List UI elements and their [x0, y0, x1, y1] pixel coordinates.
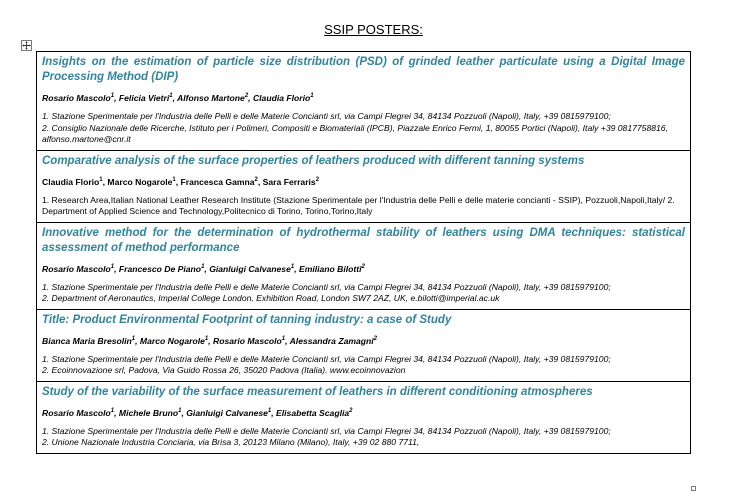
poster-affiliation: 2. Consiglio Nazionale delle Ricerche, Istituto per i Polimeri, Compositi e Biomateriali (IPCB), Piazzale Enrico Fermi, 1, 80055 Portici (Napoli), Italy +39 0817758816, alfonso.martone@cnr.it	[42, 122, 668, 144]
author-affiliation-mark: 1	[110, 93, 115, 100]
author-name: Gianluigi Calvanese	[209, 263, 291, 274]
author-affiliation-mark: 1	[110, 407, 115, 414]
poster-affiliation: 1. Stazione Sperimentale per l'Industria delle Pelli e delle Materie Concianti srl, via Campi Flegrei 34, 84134 Pozzuoli (Napoli), Italy, +39 0815979100;	[42, 425, 611, 436]
table-move-handle-icon[interactable]	[21, 40, 32, 51]
author-affiliation-mark: 1	[131, 335, 136, 342]
author-name: Francesco De Piano	[118, 263, 202, 274]
poster-affiliation: 1. Stazione Sperimentale per l'Industria delle Pelli e delle Materie Concianti srl, via Campi Flegrei 34, 84134 Pozzuoli (Napoli), Italy, +39 0815979100;	[42, 353, 611, 364]
author-name: Marco Nogarole	[139, 335, 205, 346]
poster-row	[37, 309, 691, 381]
author-affiliation-mark: 2	[254, 176, 258, 183]
poster-title: Study of the variability of the surface measurement of leathers in different conditioning atmospheres	[42, 385, 593, 398]
poster-authors: Claudia Florio$^1$, Marco Nogarole$^1$, Francesca Gamna$^2$, Sara Ferraris$^2$	[42, 176, 320, 187]
author-affiliation-mark: 1	[290, 263, 295, 270]
poster-row	[37, 381, 691, 453]
author-name: Michele Bruno	[118, 407, 179, 418]
author-affiliation-mark: 1	[267, 407, 272, 414]
author-affiliation-mark: 1	[201, 263, 205, 270]
author-name: Rosario Mascolo	[213, 335, 282, 346]
author-affiliation-mark: 2	[373, 335, 377, 342]
author-name: Gianluigi Calvanese	[186, 407, 268, 418]
author-name: Emiliano Bilotti	[298, 263, 362, 274]
poster-affiliation: 2. Unione Nazionale Industria Conciaria, via Brisa 3, 20123 Milano (Milano), Italy, +39 02 880 7711,	[42, 437, 420, 447]
author-affiliation-mark: 1	[281, 335, 286, 342]
poster-row	[37, 150, 691, 222]
poster-affiliation: 1. Stazione Sperimentale per l'Industria delle Pelli e delle Materie Concianti srl, via Campi Flegrei 34, 84134 Pozzuoli (Napoli), Italy, +39 0815979100;	[42, 111, 611, 121]
poster-affiliation: 1. Stazione Sperimentale per l'Industria delle Pelli e delle Materie Concianti srl, via Campi Flegrei 34, 84134 Pozzuoli (Napoli), Italy, +39 0815979100;	[42, 281, 611, 292]
poster-authors: Rosario Mascolo$^1$, Francesco De Piano$^1$, Gianluigi Calvanese$^1$, Emiliano Bilotti$^2$	[42, 263, 365, 274]
document-title: SSIP POSTERS:	[324, 22, 423, 37]
poster-cell	[37, 381, 691, 453]
author-name: Marco Nogarole	[107, 176, 173, 187]
author-affiliation-mark: 1	[204, 335, 209, 342]
author-affiliation-mark: 1	[99, 176, 103, 183]
author-name: Bianca Maria Bresolin	[42, 335, 132, 346]
author-affiliation-mark: 2	[349, 407, 353, 414]
poster-row	[37, 52, 691, 151]
author-affiliation-mark: 2	[244, 93, 249, 100]
poster-title: Insights on the estimation of particle size distribution (PSD) of grinded leather particulate using a Digital Image Processing Method (DIP)	[42, 56, 685, 83]
author-name: Felicia Vietri	[118, 93, 170, 103]
author-name: Claudia Florio	[252, 93, 311, 103]
author-name: Claudia Florio	[42, 176, 100, 187]
author-affiliation-mark: 2	[361, 263, 365, 270]
posters-table	[36, 51, 691, 454]
poster-affiliation: 1. Research Area,Italian National Leather Research Institute (Stazione Sperimentale per l'Industria delle Pelli e delle materie concianti - SSIP), Pozzuoli,Napoli,Italy/ 2. Department of Applied Science and Technology,Politecnico di Torino, Torino,Torino,Italy	[42, 194, 675, 216]
table-resize-handle[interactable]	[691, 486, 696, 491]
author-affiliation-mark: 1	[169, 93, 173, 100]
poster-authors: Rosario Mascolo$^1$, Felicia Vietri$^1$, Alfonso Martone$^2$, Claudia Florio$^1$	[42, 93, 314, 103]
author-name: Rosario Mascolo	[42, 263, 111, 274]
poster-authors: Bianca Maria Bresolin$^1$, Marco Nogarole$^1$, Rosario Mascolo$^1$, Alessandra Zamagni$^2$	[42, 335, 377, 346]
author-name: Rosario Mascolo	[42, 407, 111, 418]
poster-title: Title: Product Environmental Footprint of tanning industry: a case of Study	[42, 313, 452, 326]
author-name: Elisabetta Scaglia	[276, 407, 350, 418]
author-affiliation-mark: 1	[310, 93, 314, 100]
author-affiliation-mark: 1	[172, 176, 176, 183]
poster-authors: Rosario Mascolo$^1$, Michele Bruno$^1$, Gianluigi Calvanese$^1$, Elisabetta Scaglia$^2$	[42, 407, 353, 418]
author-name: Sara Ferraris	[262, 176, 316, 187]
move-arrows-icon	[22, 41, 31, 50]
poster-title: Comparative analysis of the surface properties of leathers produced with different tanning systems	[42, 154, 585, 167]
author-name: Alessandra Zamagni	[289, 335, 374, 346]
author-affiliation-mark: 1	[178, 407, 182, 414]
poster-cell	[37, 150, 691, 222]
poster-title: Innovative method for the determination of hydrothermal stability of leathers using DMA techniques: statistical assessment of method performance	[42, 226, 685, 254]
author-name: Alfonso Martone	[177, 93, 245, 103]
poster-cell	[37, 309, 691, 381]
author-name: Francesca Gamna	[180, 176, 255, 187]
poster-affiliation: 2. Department of Aeronautics, Imperial College London, Exhibition Road, London SW7 2AZ, UK, e.bilotti@imperial.ac.uk	[42, 293, 500, 303]
author-name: Rosario Mascolo	[42, 93, 111, 103]
poster-affiliation: 2. Ecoinnovazione srl, Padova, Via Guido Rossa 26, 35020 Padova (Italia). www.ecoinnovazion	[42, 365, 406, 375]
author-affiliation-mark: 2	[315, 176, 320, 183]
author-affiliation-mark: 1	[110, 263, 115, 270]
poster-cell	[37, 222, 691, 309]
poster-row	[37, 222, 691, 309]
poster-cell	[37, 52, 691, 151]
